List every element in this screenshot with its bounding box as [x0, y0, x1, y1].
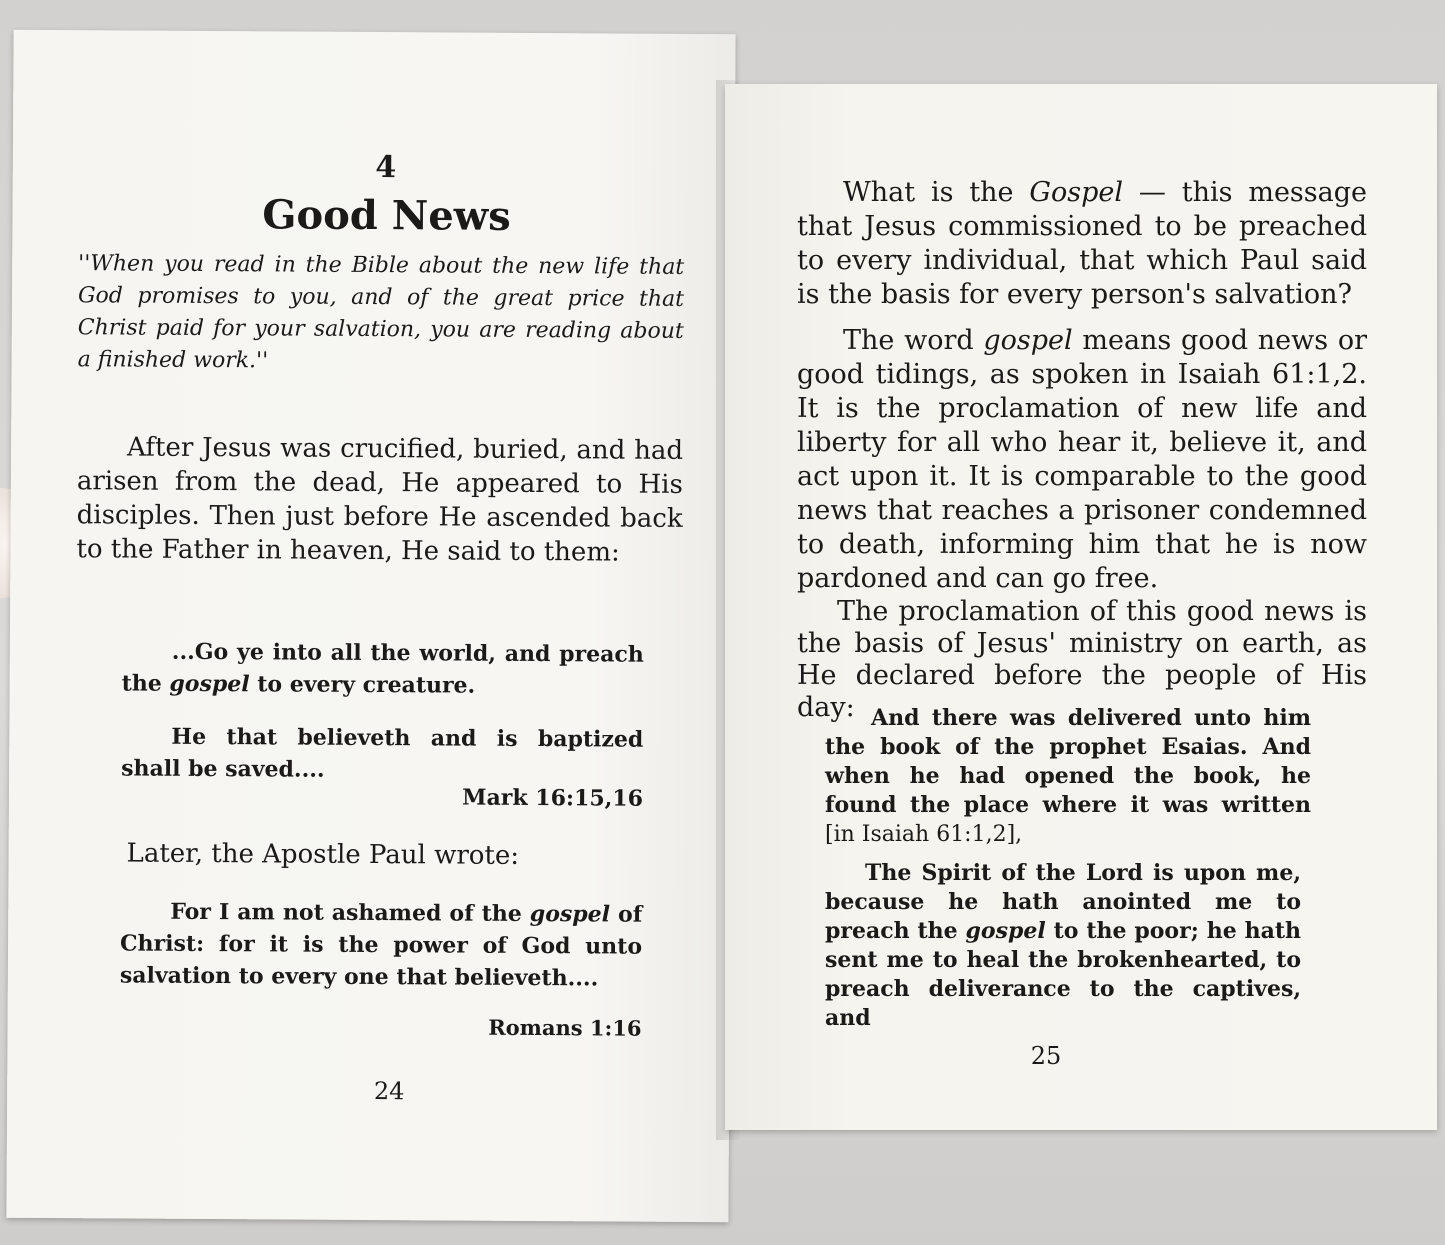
paragraph-1 — [797, 176, 1367, 312]
quote-italic-word: gospel — [529, 900, 611, 928]
scripture-quote-2: He that believeth and is baptized shall be saved.... — [121, 723, 644, 783]
scripture-quote-1 — [122, 635, 644, 702]
scripture-quote-1 — [825, 704, 1311, 849]
inline-reference: [in Isaiah 61:1,2], — [825, 822, 1023, 847]
paragraph-2 — [797, 324, 1367, 596]
scripture-quote-3 — [120, 895, 643, 994]
italic-word: Gospel — [1029, 177, 1123, 208]
quote-text: And there was delivered unto him the book of the prophet Esaias. And when he had opened the book, he found the place where it was written — [825, 705, 1311, 818]
quote-italic-word: gospel — [169, 670, 250, 698]
scripture-quote-2 — [825, 859, 1301, 1033]
left-page — [6, 30, 735, 1222]
paragraph-text: The word — [843, 325, 984, 356]
paragraph-text: What is the — [843, 177, 1030, 208]
scripture-reference-2: Romans 1:16 — [488, 1014, 642, 1041]
quote-text: The Spirit of the Lord is upon me, because he hath anointed me to preach the — [825, 860, 1301, 944]
quote-text: to the poor; he hath sent me to heal the brokenhearted, to preach deliverance to the captives, and — [825, 918, 1301, 1031]
right-page — [725, 84, 1437, 1130]
page-number-left: 24 — [373, 1077, 405, 1106]
paragraph-3: The proclamation of this good news is the basis of Jesus' ministry on earth, as He declared before the people of His day: — [797, 596, 1367, 723]
scripture-reference-1: Mark 16:15,16 — [462, 784, 644, 812]
quote-text: ...Go ye into all the world, and preach the — [121, 638, 644, 697]
italic-word: gospel — [983, 325, 1073, 356]
paragraph-2: Later, the Apostle Paul wrote: — [126, 838, 520, 871]
quote-text: For I am not ashamed of the — [170, 898, 530, 927]
quote-text: of Christ: for it is the power of God unto salvation to every one that believeth.... — [119, 901, 643, 992]
epigraph: ''When you read in the Bible about the new life that God promises to you, and of the great price that Christ paid for your salvation, you are reading about a finished work.'' — [77, 251, 685, 374]
paragraph-1: After Jesus was crucified, buried, and had arisen from the dead, He appeared to His disciples. Then just before He ascended back to the Father in heaven, He said to them: — [76, 432, 684, 568]
paragraph-text: — this message that Jesus commissioned to be preached to every individual, that which Paul said is the basis for every person's salvation? — [797, 177, 1367, 310]
paragraph-text: means good news or good tidings, as spoken in Isaiah 61:1,2. It is the proclamation of new life and liberty for all who hear it, believe it, and act upon it. It is comparable to the good news that reaches a prisoner condemned to death, informing him that he is now pardoned and can go free. — [797, 325, 1367, 594]
page-number-right: 25 — [1030, 1042, 1062, 1070]
chapter-title: Good News — [262, 191, 511, 240]
quote-italic-word: gospel — [965, 918, 1046, 944]
chapter-number: 4 — [375, 150, 397, 186]
quote-text: to every creature. — [249, 671, 476, 699]
